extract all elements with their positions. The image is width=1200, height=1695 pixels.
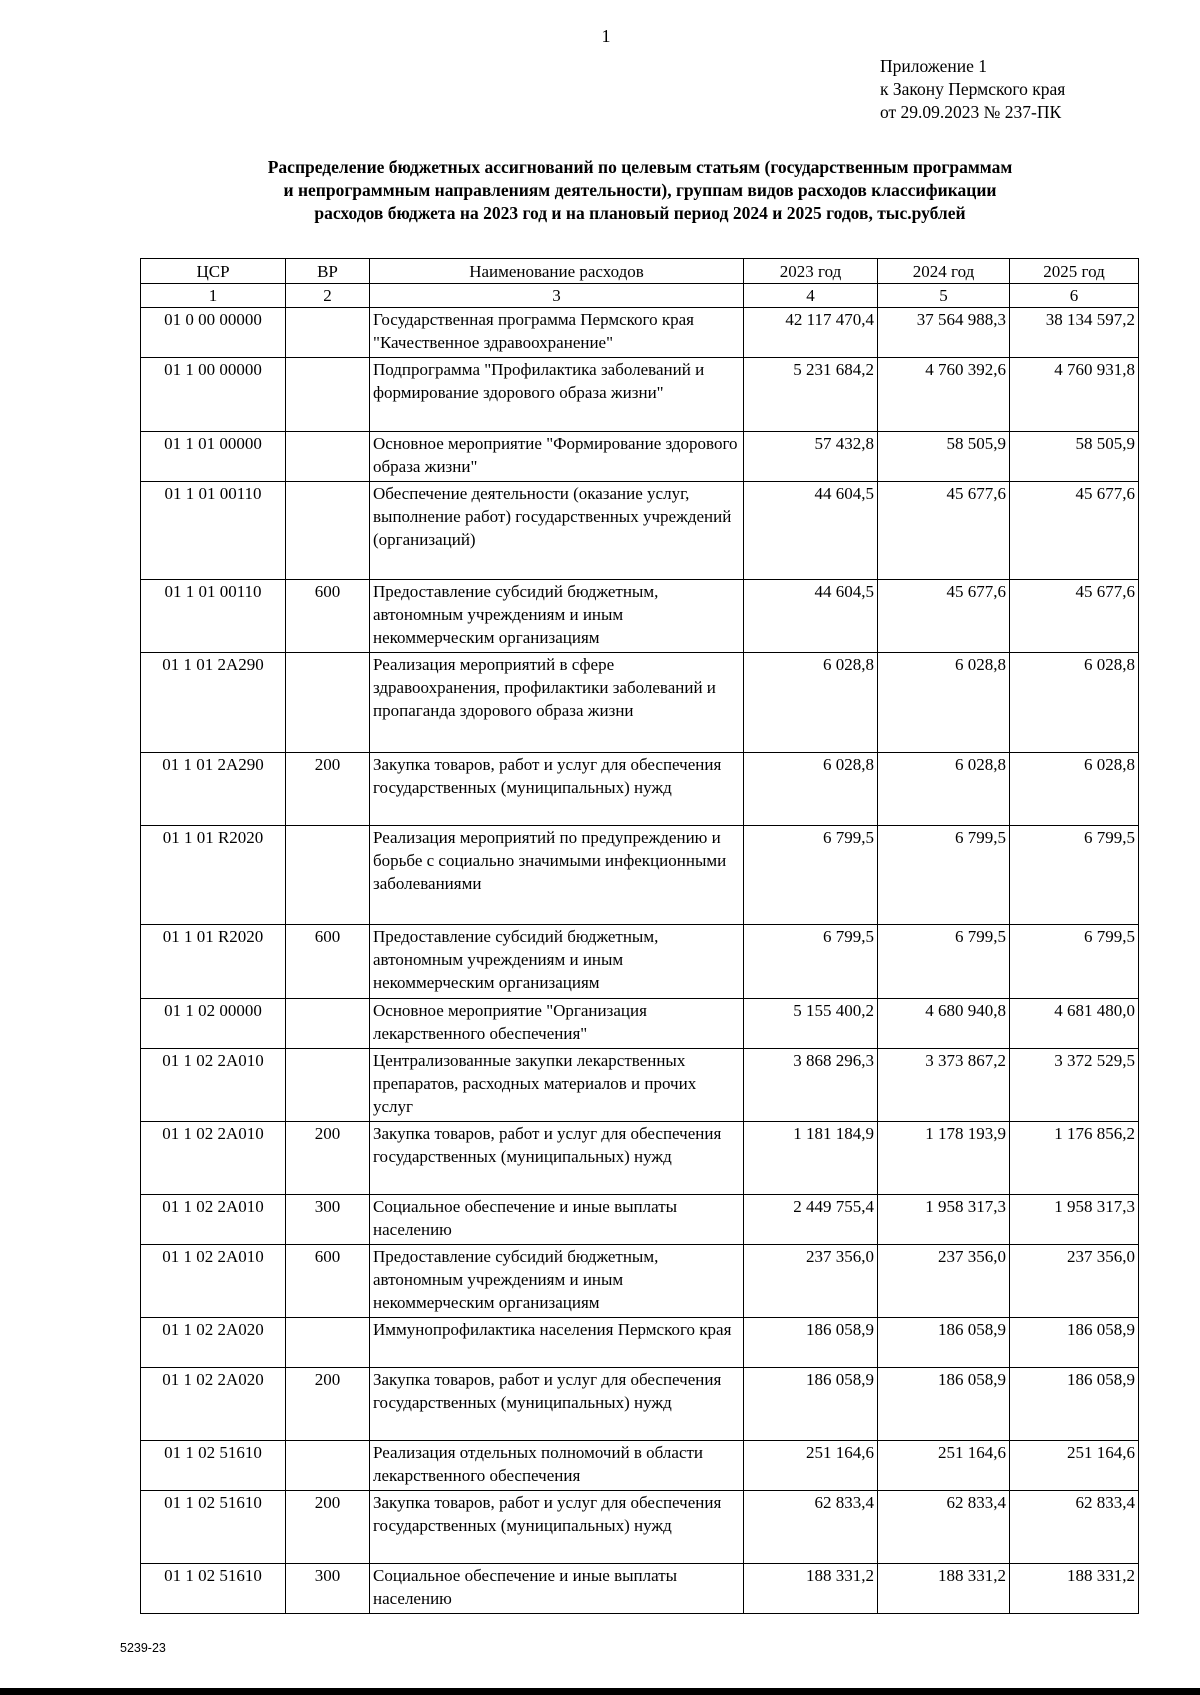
cell-2024: 6 028,8 (878, 753, 1010, 826)
cell-csr: 01 1 01 00110 (141, 580, 286, 653)
cell-2024: 6 799,5 (878, 826, 1010, 925)
cell-name: Социальное обеспечение и иные выплаты населению (370, 1564, 744, 1614)
cell-vr: 600 (286, 1245, 370, 1318)
cell-2023: 188 331,2 (744, 1564, 878, 1614)
cell-2025: 6 799,5 (1010, 826, 1139, 925)
cell-name: Предоставление субсидий бюджетным, автономным учреждениям и иным некоммерческим организациям (370, 1245, 744, 1318)
cell-csr: 01 1 02 00000 (141, 999, 286, 1049)
table-row (141, 753, 1139, 826)
cell-2025: 1 958 317,3 (1010, 1195, 1139, 1245)
appendix-line-1: Приложение 1 (880, 56, 988, 76)
cell-2023: 2 449 755,4 (744, 1195, 878, 1245)
cell-name: Предоставление субсидий бюджетным, автономным учреждениям и иным некоммерческим организациям (370, 580, 744, 653)
table-row (141, 580, 1139, 653)
cell-name: Основное мероприятие "Формирование здорового образа жизни" (370, 432, 744, 482)
table-row (141, 432, 1139, 482)
cell-2025: 251 164,6 (1010, 1441, 1139, 1491)
cell-vr (286, 432, 370, 482)
cell-2024: 6 028,8 (878, 653, 1010, 753)
cell-2024: 62 833,4 (878, 1491, 1010, 1564)
cell-csr: 01 1 01 00000 (141, 432, 286, 482)
cell-csr: 01 1 01 00110 (141, 482, 286, 580)
cell-2024: 186 058,9 (878, 1368, 1010, 1441)
cell-2023: 5 231 684,2 (744, 358, 878, 432)
cell-vr: 300 (286, 1564, 370, 1614)
col-number-4: 4 (744, 284, 878, 308)
cell-name: Подпрограмма "Профилактика заболеваний и формирование здорового образа жизни" (370, 358, 744, 432)
cell-name: Иммунопрофилактика населения Пермского края (370, 1318, 744, 1368)
table-row (141, 1491, 1139, 1564)
header-csr: ЦСР (141, 259, 286, 284)
cell-2025: 188 331,2 (1010, 1564, 1139, 1614)
cell-name: Закупка товаров, работ и услуг для обеспечения государственных (муниципальных) нужд (370, 1368, 744, 1441)
cell-2024: 45 677,6 (878, 580, 1010, 653)
table-row (141, 308, 1139, 358)
cell-csr: 01 1 02 2А010 (141, 1195, 286, 1245)
cell-2023: 44 604,5 (744, 482, 878, 580)
cell-vr: 600 (286, 925, 370, 999)
cell-2023: 3 868 296,3 (744, 1049, 878, 1122)
cell-2025: 4 760 931,8 (1010, 358, 1139, 432)
cell-vr (286, 1049, 370, 1122)
header-name: Наименование расходов (370, 259, 744, 284)
cell-vr: 200 (286, 753, 370, 826)
cell-2025: 4 681 480,0 (1010, 999, 1139, 1049)
cell-2024: 4 760 392,6 (878, 358, 1010, 432)
cell-2023: 62 833,4 (744, 1491, 878, 1564)
cell-2025: 237 356,0 (1010, 1245, 1139, 1318)
table-row (141, 653, 1139, 753)
cell-csr: 01 1 02 51610 (141, 1441, 286, 1491)
cell-2024: 6 799,5 (878, 925, 1010, 999)
title-line-3: расходов бюджета на 2023 год и на плановый период 2024 и 2025 годов, тыс.рублей (314, 203, 966, 223)
cell-2025: 45 677,6 (1010, 580, 1139, 653)
cell-vr (286, 826, 370, 925)
cell-vr (286, 653, 370, 753)
cell-vr (286, 482, 370, 580)
cell-csr: 01 1 00 00000 (141, 358, 286, 432)
table-row (141, 1441, 1139, 1491)
cell-vr (286, 999, 370, 1049)
cell-vr: 200 (286, 1122, 370, 1195)
header-2025: 2025 год (1010, 259, 1139, 284)
cell-name: Основное мероприятие "Организация лекарственного обеспечения" (370, 999, 744, 1049)
cell-2025: 62 833,4 (1010, 1491, 1139, 1564)
cell-2025: 6 028,8 (1010, 653, 1139, 753)
header-2023: 2023 год (744, 259, 878, 284)
title-line-2: и непрограммным направлениям деятельности), группам видов расходов классификации (283, 180, 997, 200)
cell-2023: 6 799,5 (744, 826, 878, 925)
header-2024: 2024 год (878, 259, 1010, 284)
table-row (141, 1318, 1139, 1368)
cell-2023: 42 117 470,4 (744, 308, 878, 358)
cell-csr: 01 1 02 2А010 (141, 1122, 286, 1195)
document-title (140, 156, 1140, 225)
cell-2024: 251 164,6 (878, 1441, 1010, 1491)
cell-csr: 01 1 02 2А010 (141, 1049, 286, 1122)
cell-2025: 38 134 597,2 (1010, 308, 1139, 358)
cell-2025: 186 058,9 (1010, 1318, 1139, 1368)
cell-2024: 37 564 988,3 (878, 308, 1010, 358)
cell-2023: 251 164,6 (744, 1441, 878, 1491)
cell-name: Закупка товаров, работ и услуг для обеспечения государственных (муниципальных) нужд (370, 1122, 744, 1195)
page-number: 1 (601, 26, 611, 46)
cell-name: Реализация отдельных полномочий в области лекарственного обеспечения (370, 1441, 744, 1491)
cell-2023: 5 155 400,2 (744, 999, 878, 1049)
cell-2025: 6 028,8 (1010, 753, 1139, 826)
cell-2024: 237 356,0 (878, 1245, 1010, 1318)
cell-csr: 01 1 01 2А290 (141, 753, 286, 826)
cell-2025: 1 176 856,2 (1010, 1122, 1139, 1195)
cell-csr: 01 1 02 2А010 (141, 1245, 286, 1318)
cell-vr: 300 (286, 1195, 370, 1245)
title-line-1: Распределение бюджетных ассигнований по целевым статьям (государственным программам (267, 157, 1013, 177)
appendix-line-3: от 29.09.2023 № 237-ПК (880, 102, 1062, 122)
scan-edge-bar (0, 1688, 1200, 1695)
table-row (141, 1049, 1139, 1122)
cell-2023: 237 356,0 (744, 1245, 878, 1318)
col-number-5: 5 (878, 284, 1010, 308)
cell-2024: 3 373 867,2 (878, 1049, 1010, 1122)
cell-2025: 6 799,5 (1010, 925, 1139, 999)
cell-2025: 186 058,9 (1010, 1368, 1139, 1441)
cell-name: Предоставление субсидий бюджетным, автономным учреждениям и иным некоммерческим организациям (370, 925, 744, 999)
table-row (141, 1195, 1139, 1245)
column-number-row (141, 284, 1139, 308)
table-row (141, 1564, 1139, 1614)
cell-vr (286, 358, 370, 432)
cell-2023: 186 058,9 (744, 1368, 878, 1441)
cell-csr: 01 1 01 2А290 (141, 653, 286, 753)
cell-csr: 01 1 02 2А020 (141, 1318, 286, 1368)
cell-name: Реализация мероприятий по предупреждению и борьбе с социально значимыми инфекционными заболеваниями (370, 826, 744, 925)
cell-vr (286, 308, 370, 358)
cell-csr: 01 1 02 2А020 (141, 1368, 286, 1441)
table-row (141, 999, 1139, 1049)
cell-2023: 6 028,8 (744, 753, 878, 826)
cell-csr: 01 1 01 R2020 (141, 826, 286, 925)
appendix-line-2: к Закону Пермского края (880, 79, 1066, 99)
cell-2025: 3 372 529,5 (1010, 1049, 1139, 1122)
cell-2025: 45 677,6 (1010, 482, 1139, 580)
cell-name: Реализация мероприятий в сфере здравоохранения, профилактики заболеваний и пропаганда здорового образа жизни (370, 653, 744, 753)
cell-2024: 1 958 317,3 (878, 1195, 1010, 1245)
cell-name: Обеспечение деятельности (оказание услуг, выполнение работ) государственных учреждений (организаций) (370, 482, 744, 580)
col-number-3: 3 (370, 284, 744, 308)
cell-csr: 01 1 02 51610 (141, 1564, 286, 1614)
cell-name: Государственная программа Пермского края "Качественное здравоохранение" (370, 308, 744, 358)
cell-2024: 45 677,6 (878, 482, 1010, 580)
cell-vr (286, 1441, 370, 1491)
cell-2024: 188 331,2 (878, 1564, 1010, 1614)
cell-2023: 6 799,5 (744, 925, 878, 999)
table-row (141, 826, 1139, 925)
table-row (141, 358, 1139, 432)
cell-vr: 600 (286, 580, 370, 653)
cell-2023: 6 028,8 (744, 653, 878, 753)
cell-vr: 200 (286, 1368, 370, 1441)
cell-2024: 1 178 193,9 (878, 1122, 1010, 1195)
budget-table (140, 258, 1139, 1614)
cell-vr: 200 (286, 1491, 370, 1564)
table-row (141, 1122, 1139, 1195)
cell-csr: 01 0 00 00000 (141, 308, 286, 358)
col-number-2: 2 (286, 284, 370, 308)
cell-2024: 58 505,9 (878, 432, 1010, 482)
col-number-1: 1 (141, 284, 286, 308)
cell-name: Централизованные закупки лекарственных препаратов, расходных материалов и прочих услуг (370, 1049, 744, 1122)
cell-2025: 58 505,9 (1010, 432, 1139, 482)
table-row (141, 1245, 1139, 1318)
cell-vr (286, 1318, 370, 1368)
table-row (141, 1368, 1139, 1441)
col-number-6: 6 (1010, 284, 1139, 308)
cell-2024: 4 680 940,8 (878, 999, 1010, 1049)
cell-csr: 01 1 01 R2020 (141, 925, 286, 999)
cell-name: Закупка товаров, работ и услуг для обеспечения государственных (муниципальных) нужд (370, 1491, 744, 1564)
cell-2023: 186 058,9 (744, 1318, 878, 1368)
cell-2023: 44 604,5 (744, 580, 878, 653)
cell-2024: 186 058,9 (878, 1318, 1010, 1368)
table-row (141, 925, 1139, 999)
cell-csr: 01 1 02 51610 (141, 1491, 286, 1564)
cell-2023: 57 432,8 (744, 432, 878, 482)
table-row (141, 482, 1139, 580)
appendix-note (880, 55, 1065, 124)
cell-name: Закупка товаров, работ и услуг для обеспечения государственных (муниципальных) нужд (370, 753, 744, 826)
header-row (141, 259, 1139, 284)
header-vr: ВР (286, 259, 370, 284)
cell-2023: 1 181 184,9 (744, 1122, 878, 1195)
footer-code: 5239-23 (120, 1641, 166, 1655)
cell-name: Социальное обеспечение и иные выплаты населению (370, 1195, 744, 1245)
